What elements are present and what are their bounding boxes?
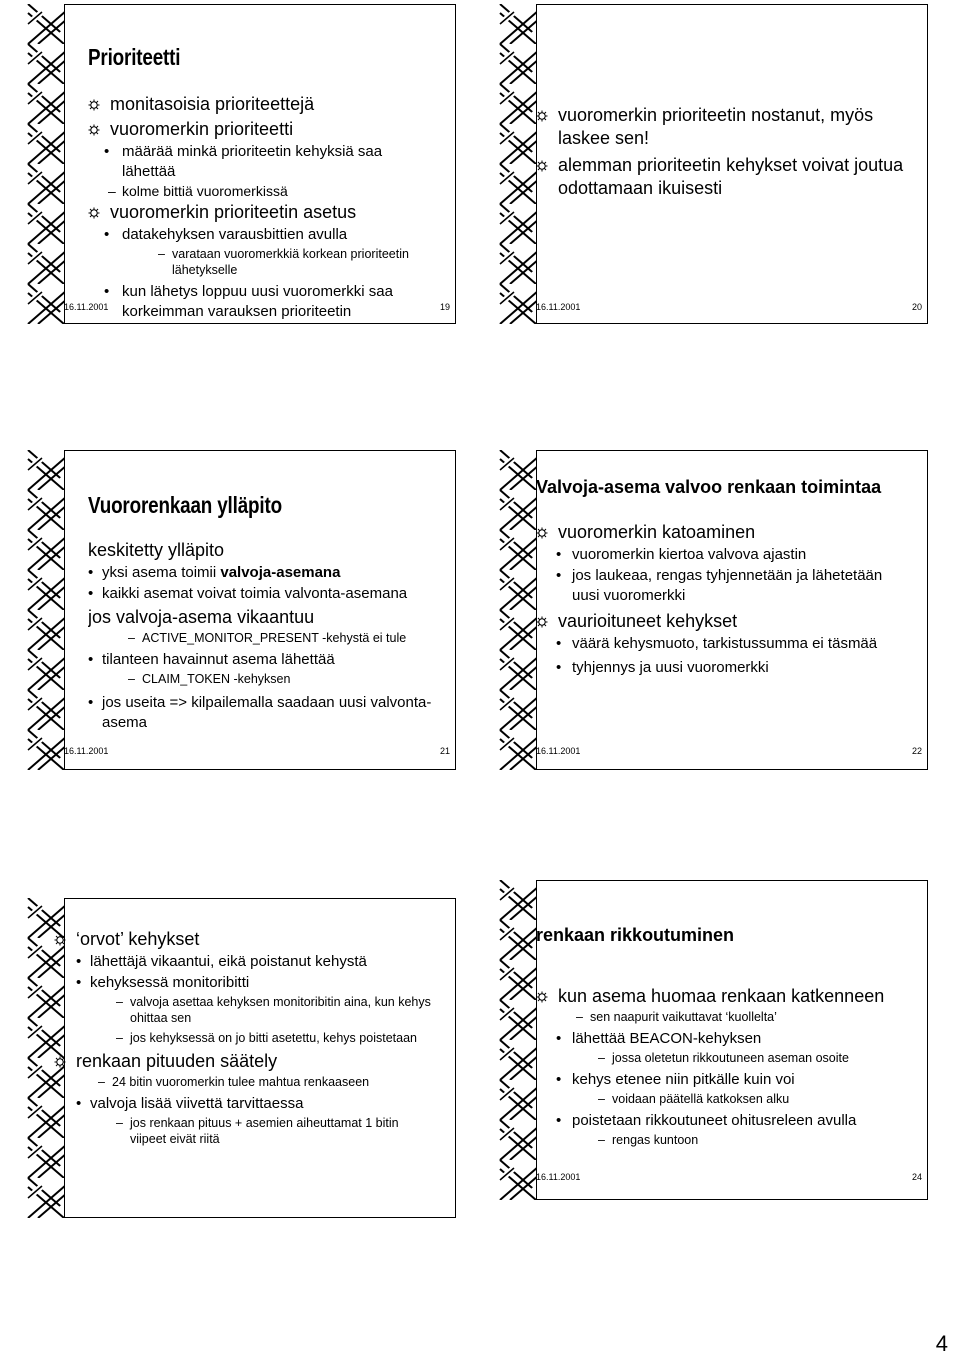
slide-body — [536, 102, 910, 324]
dot-bullet: • — [556, 1070, 562, 1088]
list-item — [536, 154, 910, 200]
dot-bullet: • — [104, 226, 110, 243]
slide-body — [536, 476, 910, 770]
bullet-icon — [88, 99, 100, 111]
bullet-list — [88, 93, 438, 322]
list-item — [536, 985, 910, 1008]
item-text: valvoja asettaa kehyksen monitoribitin aina, kun kehys ohittaa sen — [130, 995, 431, 1025]
bullet-icon — [536, 160, 548, 172]
bullet-icon — [536, 991, 548, 1003]
slide-date: 16.11.2001 — [536, 746, 581, 756]
dash-bullet: – — [98, 1075, 105, 1089]
slide-body — [88, 44, 438, 324]
list-item — [88, 225, 438, 245]
item-text: 24 bitin vuoromerkin tulee mahtua renkaaseen — [112, 1075, 370, 1089]
item-text: lähettäjä vikaantui, eikä poistanut kehystä — [90, 953, 367, 970]
item-text: monitasoisia prioriteettejä — [110, 94, 315, 114]
list-item — [54, 1050, 438, 1073]
list-item — [536, 566, 910, 606]
dash-bullet: – — [598, 1050, 605, 1065]
dash-bullet: – — [158, 247, 165, 261]
list-item — [54, 1094, 438, 1114]
dot-bullet: • — [88, 694, 94, 711]
item-text: määrää minkä prioriteetin kehyksiä saa lähettää — [122, 143, 383, 180]
bullet-icon — [536, 527, 548, 539]
list-item — [536, 545, 910, 565]
item-text: vuoromerkin prioriteetti — [110, 119, 294, 139]
dot-bullet: • — [556, 566, 562, 584]
dash-bullet: – — [128, 631, 135, 645]
list-item — [88, 563, 438, 583]
dot-bullet: • — [556, 634, 562, 652]
list-item — [88, 584, 438, 604]
item-text: rengas kuntoon — [612, 1132, 699, 1147]
dot-bullet: • — [104, 283, 110, 300]
dot-bullet: • — [88, 651, 94, 668]
item-text: vuoromerkin prioriteetin asetus — [110, 202, 357, 222]
dash-bullet: – — [598, 1132, 605, 1147]
dash-bullet: – — [116, 1031, 123, 1045]
list-item — [88, 118, 438, 141]
slide-date: 16.11.2001 — [536, 302, 581, 312]
list-item — [54, 1074, 438, 1090]
slide-body — [536, 924, 910, 1200]
list-item — [536, 1009, 910, 1025]
item-text: varataan vuoromerkkiä korkean prioriteetin lähetykselle — [172, 247, 409, 277]
bullet-icon — [536, 616, 548, 628]
list-item — [88, 650, 438, 670]
bullet-icon — [54, 934, 66, 946]
list-item — [536, 658, 910, 678]
bullet-icon — [88, 207, 100, 219]
page-number: 4 — [935, 1331, 948, 1356]
list-item — [536, 1050, 910, 1066]
list-item — [54, 952, 438, 972]
dot-bullet: • — [556, 545, 562, 563]
bullet-icon — [54, 1056, 66, 1068]
item-text: renkaan pituuden säätely — [76, 1051, 278, 1071]
item-text: jos valvoja-asema vikaantuu — [88, 607, 315, 627]
slide-body — [88, 492, 438, 770]
item-text: kolme bittiä vuoromerkissä — [122, 183, 288, 199]
slide-23 — [24, 898, 456, 1218]
list-item — [536, 610, 910, 633]
item-text: CLAIM_TOKEN -kehyksen — [142, 672, 291, 686]
dash-bullet: – — [108, 183, 116, 199]
list-item — [88, 539, 438, 562]
bullet-icon — [536, 110, 548, 122]
slide-19 — [24, 4, 456, 324]
slide-24 — [496, 880, 928, 1200]
slide-date: 16.11.2001 — [64, 302, 109, 312]
list-item — [536, 1070, 910, 1090]
slide-number: 21 — [439, 746, 450, 756]
dash-bullet: – — [128, 672, 135, 686]
bullet-list — [536, 985, 910, 1148]
item-text: tyhjennys ja uusi vuoromerkki — [572, 658, 769, 676]
list-item — [88, 671, 438, 687]
dash-bullet: – — [598, 1091, 605, 1106]
list-item — [88, 93, 438, 116]
slide-22 — [496, 450, 928, 770]
item-text: ACTIVE_MONITOR_PRESENT -kehystä ei tule — [142, 631, 407, 645]
list-item — [536, 634, 910, 654]
item-text: vuoromerkin prioriteetin nostanut, myös laskee sen! — [558, 105, 874, 148]
list-item — [54, 973, 438, 993]
item-text: kaikki asemat voivat toimia valvonta-asemana — [102, 585, 408, 602]
list-item — [536, 1091, 910, 1107]
item-text: väärä kehysmuoto, tarkistussumma ei täsmää — [572, 634, 878, 652]
dash-bullet: – — [116, 995, 123, 1009]
bullet-list — [536, 521, 910, 678]
item-text: alemman prioriteetin kehykset voivat joutua odottamaan ikuisesti — [558, 155, 904, 198]
item-text: jos laukeaa, rengas tyhjennetään ja lähetetään uusi vuoromerkki — [572, 566, 883, 604]
item-text: sen naapurit vaikuttavat ‘kuollelta’ — [590, 1009, 777, 1024]
slide-20 — [496, 4, 928, 324]
item-text: kehys etenee niin pitkälle kuin voi — [572, 1070, 795, 1088]
item-text: valvoja lisää viivettä tarvittaessa — [90, 1095, 304, 1112]
slide-title: Prioriteetti — [88, 44, 181, 70]
dot-bullet: • — [104, 143, 110, 160]
slide-number: 22 — [911, 746, 922, 756]
item-text: keskitetty ylläpito — [88, 540, 225, 560]
slide-title: Valvoja-asema valvoo renkaan toimintaa — [536, 477, 882, 497]
dash-bullet: – — [576, 1009, 583, 1024]
list-item — [88, 246, 438, 278]
bullet-list — [536, 104, 910, 200]
list-item — [54, 928, 438, 951]
item-text: lähettää BEACON-kehyksen — [572, 1029, 762, 1047]
list-item — [88, 606, 438, 629]
list-item — [88, 142, 438, 182]
dot-bullet: • — [76, 953, 82, 970]
item-text: yksi asema toimii — [102, 564, 221, 581]
slide-number: 24 — [911, 1172, 922, 1182]
list-item — [536, 521, 910, 544]
item-text: tilanteen havainnut asema lähettää — [102, 651, 335, 668]
item-text: kehyksessä monitoribitti — [90, 974, 250, 991]
item-text: vaurioituneet kehykset — [558, 610, 738, 631]
item-text: kun lähetys loppuu uusi vuoromerkki saa korkeimman varauksen prioriteetin — [122, 283, 393, 320]
list-item — [88, 630, 438, 646]
slide-number: 19 — [439, 302, 450, 312]
dot-bullet: • — [88, 585, 94, 602]
item-text: vuoromerkin katoaminen — [558, 521, 756, 542]
item-text: datakehyksen varausbittien avulla — [122, 226, 348, 243]
dot-bullet: • — [556, 658, 562, 676]
slide-body — [54, 926, 438, 1218]
item-text: kun asema huomaa renkaan katkenneen — [558, 985, 885, 1006]
item-text: voidaan päätellä katkoksen alku — [612, 1091, 790, 1106]
dot-bullet: • — [88, 564, 94, 581]
list-item — [88, 693, 438, 733]
list-item — [54, 1115, 438, 1147]
item-text: poistetaan rikkoutuneet ohitusreleen avulla — [572, 1111, 857, 1129]
item-text-bold: valvoja-asemana — [220, 564, 341, 581]
bullet-list — [88, 539, 438, 733]
dot-bullet: • — [556, 1111, 562, 1129]
slide-title: Vuororenkaan ylläpito — [88, 492, 282, 518]
slide-number: 20 — [911, 302, 922, 312]
item-text: jos kehyksessä on jo bitti asetettu, kehys poistetaan — [130, 1031, 417, 1045]
list-item — [88, 282, 438, 322]
dot-bullet: • — [556, 1029, 562, 1047]
item-text: jos renkaan pituus + asemien aiheuttamat 1 bitin viipeet eivät riitä — [130, 1116, 399, 1146]
slide-date: 16.11.2001 — [536, 1172, 581, 1182]
item-text: vuoromerkin kiertoa valvova ajastin — [572, 545, 807, 563]
list-item — [88, 201, 438, 224]
item-text: jos useita => kilpailemalla saadaan uusi valvonta-asema — [102, 694, 432, 731]
dash-bullet: – — [116, 1116, 123, 1130]
bullet-list — [54, 928, 438, 1147]
list-item — [536, 104, 910, 150]
item-text: jossa oletetun rikkoutuneen aseman osoite — [612, 1050, 849, 1065]
slide-title: renkaan rikkoutuminen — [536, 925, 735, 945]
dot-bullet: • — [76, 974, 82, 991]
dot-bullet: • — [76, 1095, 82, 1112]
list-item — [536, 1111, 910, 1131]
list-item — [88, 183, 438, 199]
slide-21 — [24, 450, 456, 770]
item-text: ‘orvot’ kehykset — [76, 929, 200, 949]
list-item — [54, 1030, 438, 1046]
list-item — [536, 1132, 910, 1148]
list-item — [536, 1029, 910, 1049]
slide-date: 16.11.2001 — [64, 746, 109, 756]
list-item — [54, 994, 438, 1026]
bullet-icon — [88, 124, 100, 136]
